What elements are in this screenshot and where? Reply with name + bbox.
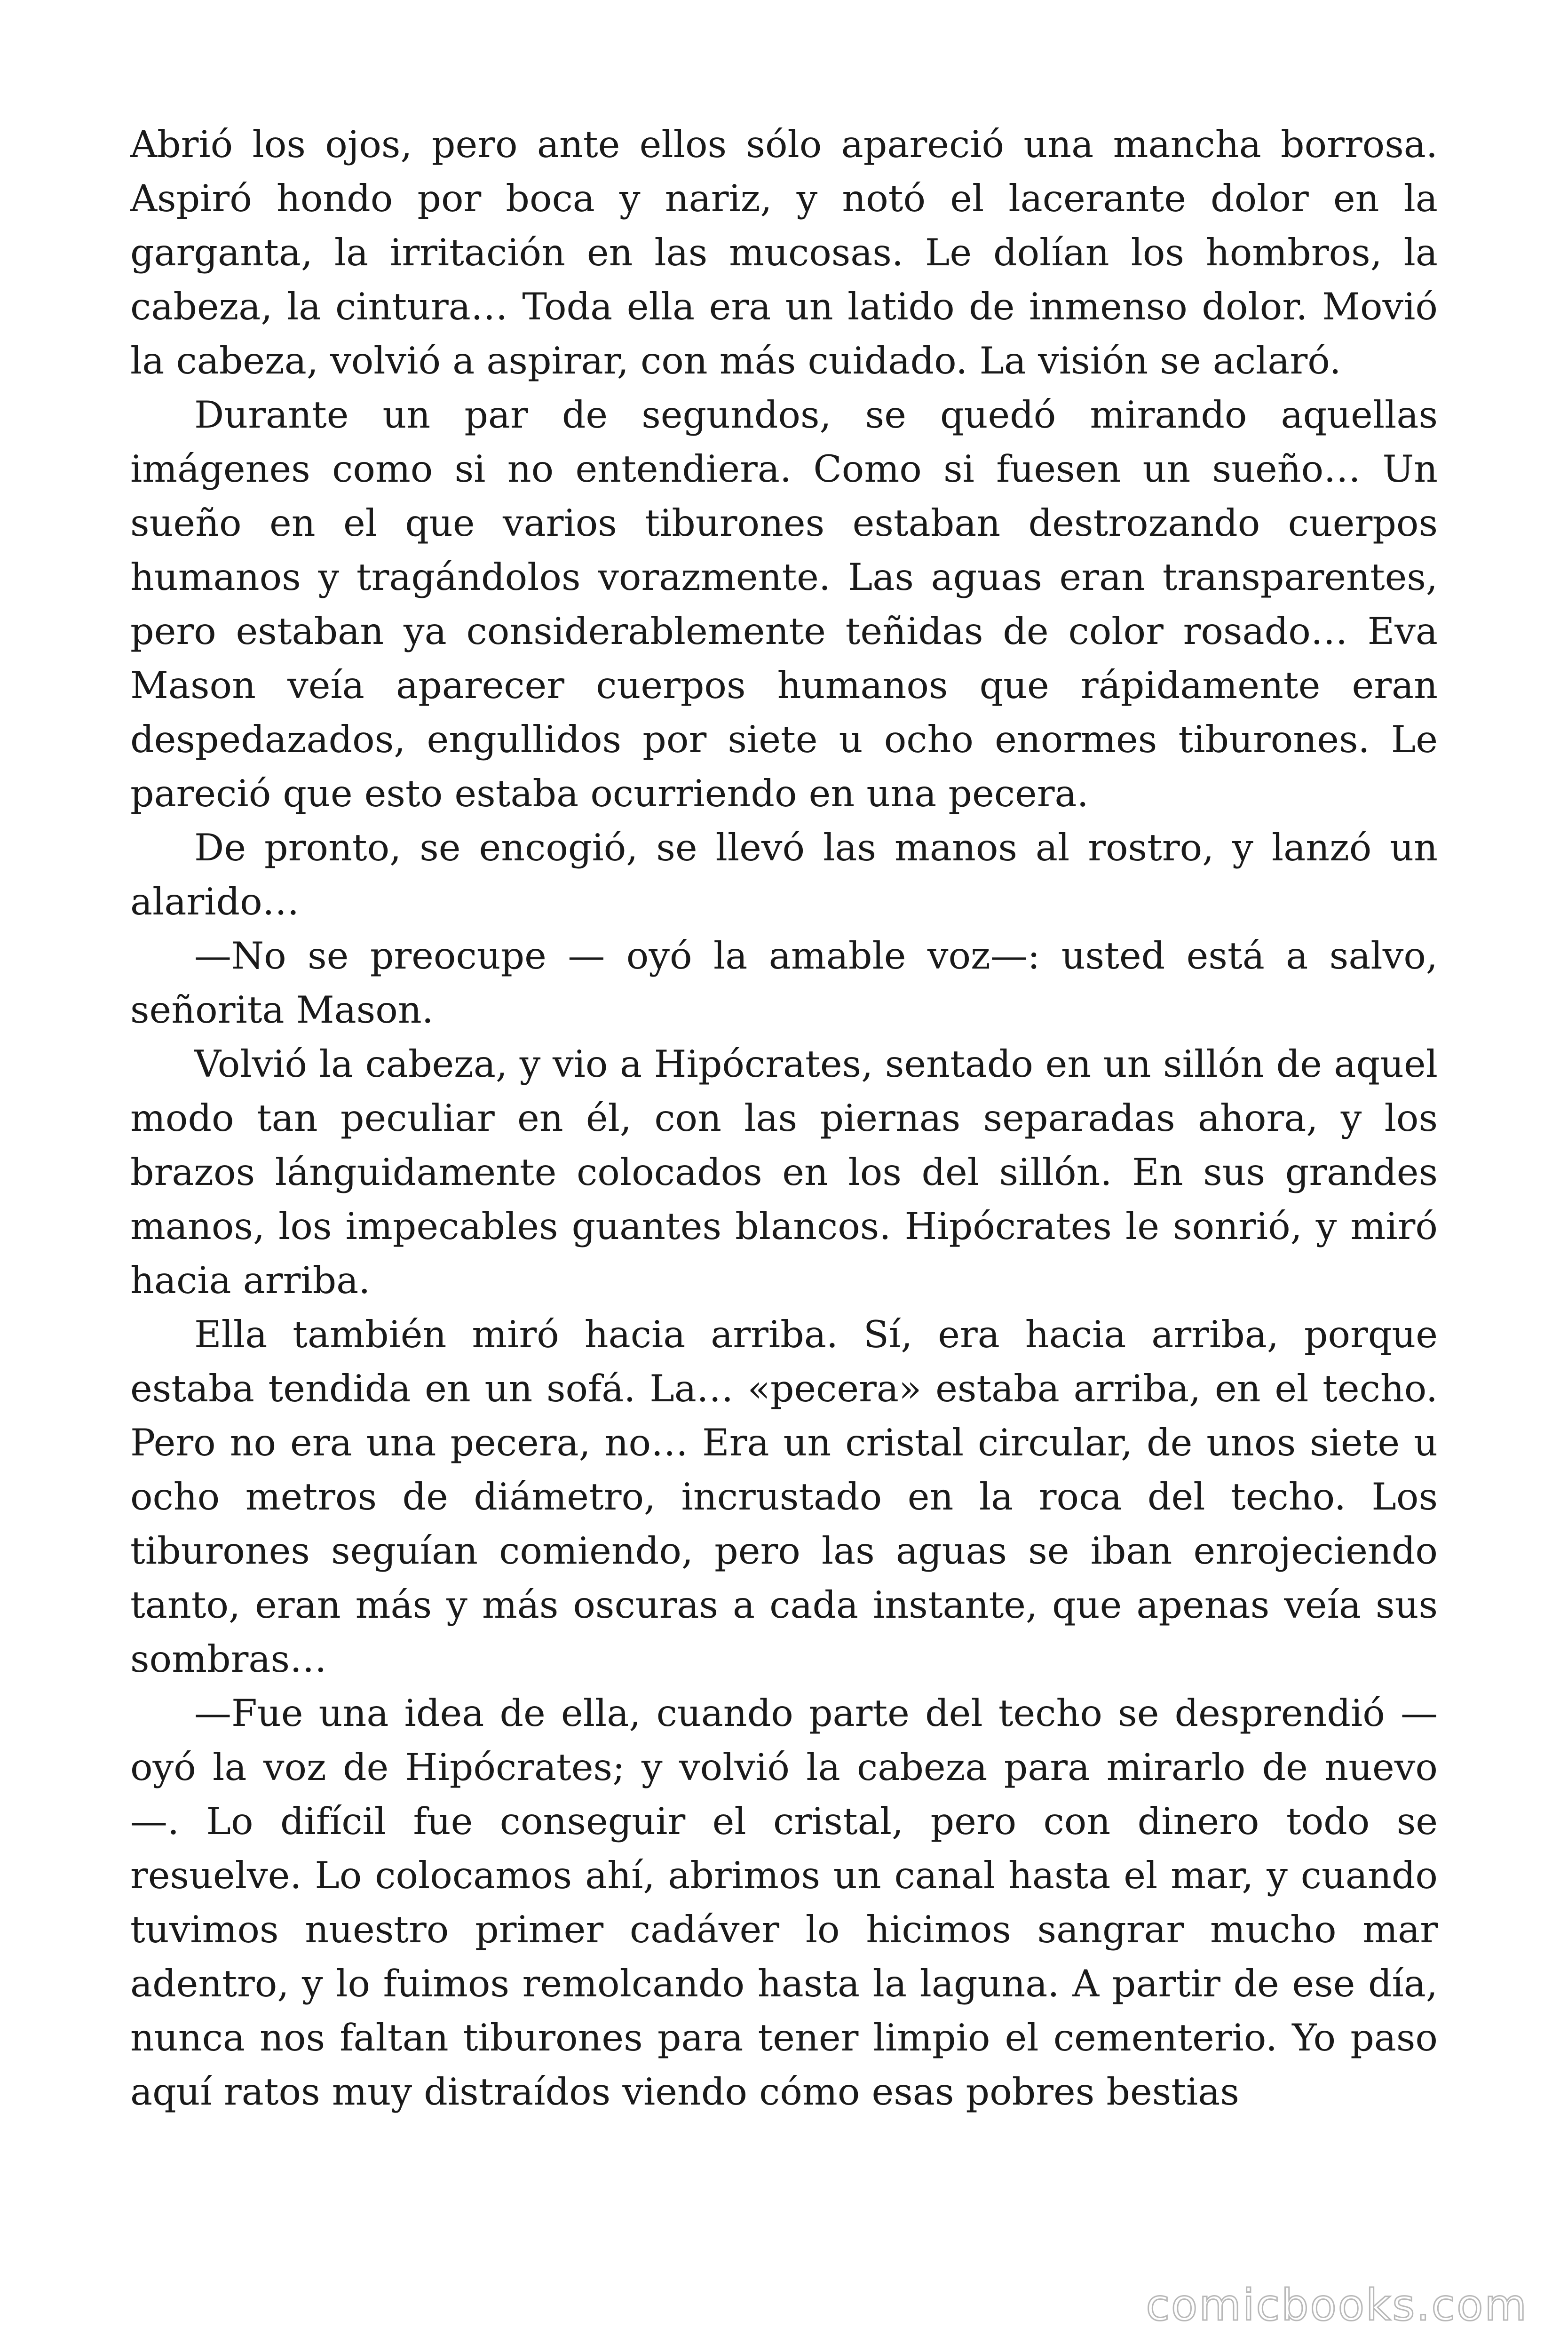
paragraph-6: Ella también miró hacia arriba. Sí, era hacia arriba, porque estaba tendida en un sofá. La… «pecera» estaba arriba, en el techo. Pero no era una pecera, no… Era un cristal circular, de unos siete u ocho metros de diámetro, incrustado en la roca del techo. Los tiburones seguían comiendo, pero las aguas se iban enrojeciendo tanto, eran más y más oscuras a cada instante, que apenas veía sus sombras… xyxy=(130,1313,1438,1681)
paragraph-7: —Fue una idea de ella, cuando parte del techo se desprendió — oyó la voz de Hipócrates; y volvió la cabeza para mirarlo de nuevo —. Lo difícil fue conseguir el cristal, pero con dinero todo se resuelve. Lo colocamos ahí, abrimos un canal hasta el mar, y cuando tuvimos nuestro primer cadáver lo hicimos sangrar mucho mar adentro, y lo fuimos remolcando hasta la laguna. A partir de ese día, nunca nos faltan tiburones para tener limpio el cementerio. Yo paso aquí ratos muy distraídos viendo cómo esas pobres bestias xyxy=(130,1692,1438,2114)
page-text xyxy=(130,118,1438,2119)
paragraph-4: —No se preocupe — oyó la amable voz—: usted está a salvo, señorita Mason. xyxy=(130,934,1438,1032)
paragraph-2: Durante un par de segundos, se quedó mirando aquellas imágenes como si no entendiera. Como si fuesen un sueño… Un sueño en el que varios tiburones estaban destrozando cuerpos humanos y tragándolos vorazmente. Las aguas eran transparentes, pero estaban ya considerablemente teñidas de color rosado… Eva Mason veía aparecer cuerpos humanos que rápidamente eran despedazados, engullidos por siete u ocho enormes tiburones. Le pareció que esto estaba ocurriendo en una pecera. xyxy=(130,393,1438,815)
paragraph-1: Abrió los ojos, pero ante ellos sólo apareció una mancha borrosa. Aspiró hondo por boca y nariz, y notó el lacerante dolor en la garganta, la irritación en las mucosas. Le dolían los hombros, la cabeza, la cintura… Toda ella era un latido de inmenso dolor. Movió la cabeza, volvió a aspirar, con más cuidado. La visión se aclaró. xyxy=(130,123,1438,382)
paragraph-5: Volvió la cabeza, y vio a Hipócrates, sentado en un sillón de aquel modo tan peculiar en él, con las piernas separadas ahora, y los brazos lánguidamente colocados en los del sillón. En sus grandes manos, los impecables guantes blancos. Hipócrates le sonrió, y miró hacia arriba. xyxy=(130,1042,1438,1302)
paragraph-3: De pronto, se encogió, se llevó las manos al rostro, y lanzó un alarido… xyxy=(130,826,1438,923)
watermark: comicbooks.com xyxy=(1146,2280,1528,2330)
